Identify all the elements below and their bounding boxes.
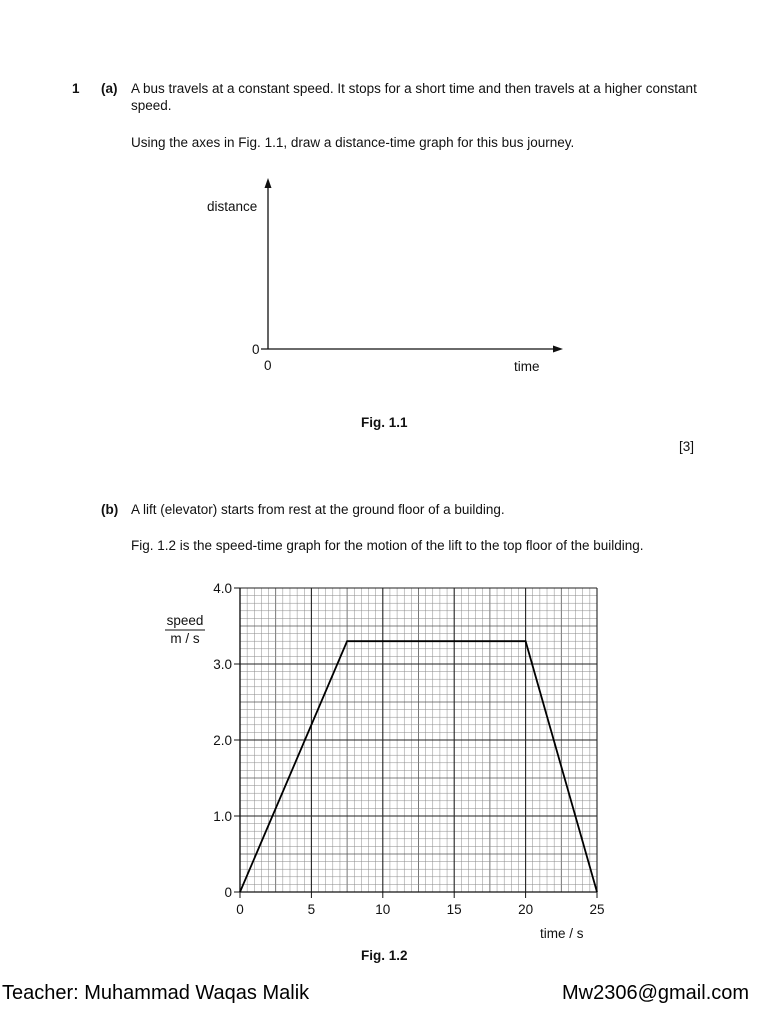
fig1-x-label: time	[514, 359, 540, 374]
part-a-instruction: Using the axes in Fig. 1.1, draw a distance-time graph for this bus journey.	[131, 135, 575, 150]
fig2-y-label-bottom: m / s	[170, 631, 200, 646]
fig2-caption: Fig. 1.2	[361, 948, 408, 963]
part-a-text-line1: A bus travels at a constant speed. It stops for a short time and then travels at a higher constant	[131, 81, 697, 96]
part-b-label: (b)	[101, 502, 119, 517]
x-tick-label: 10	[375, 902, 391, 917]
fig1-caption: Fig. 1.1	[361, 415, 408, 430]
fig2-y-label-top: speed	[166, 613, 204, 628]
fig2-x-label: time / s	[540, 926, 584, 941]
x-tick-label: 20	[518, 902, 534, 917]
y-tick-label: 2.0	[213, 733, 232, 748]
part-b-text-line2: Fig. 1.2 is the speed-time graph for the motion of the lift to the top floor of the building.	[131, 538, 644, 553]
y-tick-label: 4.0	[213, 581, 232, 596]
part-a-marks: [3]	[679, 439, 695, 454]
part-a-label: (a)	[101, 81, 118, 96]
x-tick-label: 0	[236, 902, 244, 917]
fig1-y-origin-label: 0	[252, 342, 260, 357]
x-tick-label: 5	[307, 902, 316, 917]
y-tick-label: 3.0	[213, 657, 232, 672]
teacher-name: Teacher: Muhammad Waqas Malik	[2, 982, 310, 1004]
fig1-x-origin-label: 0	[264, 358, 272, 373]
fig2-tick-labels	[213, 581, 604, 917]
fig1-y-label: distance	[207, 199, 258, 214]
part-b-text-line1: A lift (elevator) starts from rest at the ground floor of a building.	[131, 502, 505, 517]
x-tick-label: 15	[446, 902, 462, 917]
x-tick-label: 25	[589, 902, 605, 917]
y-tick-label: 1.0	[213, 809, 232, 824]
question-number: 1	[72, 81, 80, 96]
y-tick-label: 0	[224, 885, 232, 900]
teacher-email: Mw2306@gmail.com	[562, 982, 750, 1004]
part-a-text-line2: speed.	[131, 98, 172, 113]
